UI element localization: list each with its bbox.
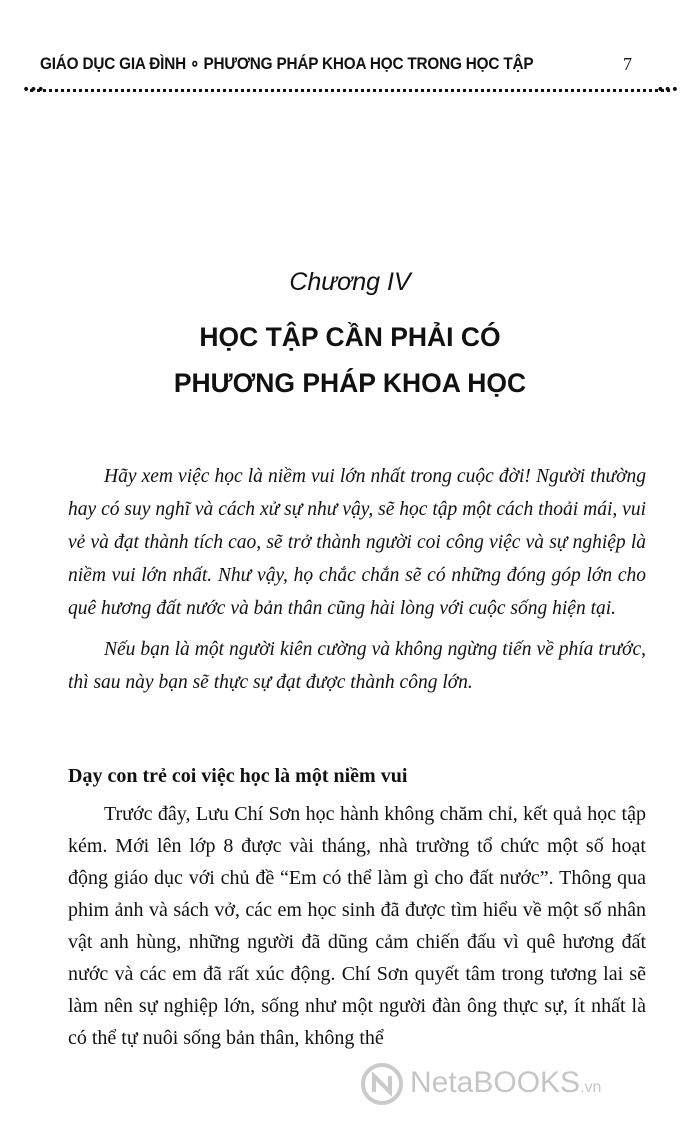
- rule-ornament-left: •••: [22, 82, 44, 98]
- chapter-title: [0, 314, 700, 406]
- chapter-epigraph: [68, 460, 646, 707]
- netabooks-logo-icon: [360, 1062, 404, 1106]
- body-text: [68, 798, 646, 1054]
- running-header: [38, 50, 662, 80]
- running-title: GIÁO DỤC GIA ĐÌNH ∘ PHƯƠNG PHÁP KHOA HỌC TRONG HỌC TẬP: [40, 54, 534, 73]
- watermark-suffix: .vn: [580, 1079, 602, 1096]
- chapter-title-line-1: HỌC TẬP CẦN PHẢI CÓ: [199, 322, 501, 352]
- watermark: [360, 1058, 690, 1108]
- body-paragraph: Trước đây, Lưu Chí Sơn học hành không chăm chỉ, kết quả học tập kém. Mới lên lớp 8 được vài tháng, nhà trường tổ chức một số hoạt động giáo dục với chủ đề “Em có thể làm gì cho đất nước”. Thông qua phim ảnh và sách vở, các em học sinh đã được tìm hiểu về một số nhân vật anh hùng, những người đã dũng cảm chiến đấu vì quê hương đất nước và các em đã rất xúc động. Chí Sơn quyết tâm trong tương lai sẽ làm nên sự nghiệp lớn, sống như một người đàn ông thực sự, ít nhất là có thể tự nuôi sống bản thân, không thể: [68, 803, 646, 1049]
- chapter-title-line-2: PHƯƠNG PHÁP KHOA HỌC: [173, 368, 527, 398]
- rule-ornament-right: •••: [656, 82, 678, 98]
- watermark-brand: NetaBOOKS: [410, 1066, 581, 1099]
- page-number: 7: [623, 54, 632, 74]
- chapter-label: Chương IV: [289, 268, 411, 296]
- epigraph-paragraph-1: Hãy xem việc học là niềm vui lớn nhất trong cuộc đời! Người thường hay có suy nghĩ và cách xử sự như vậy, sẽ học tập một cách thoải mái, vui vẻ và đạt thành tích cao, sẽ trở thành người coi công việc và sự nghiệp là niềm vui lớn nhất. Như vậy, họ chắc chắn sẽ có những đóng góp lớn cho quê hương đất nước và bản thân cũng hài lòng với cuộc sống hiện tại.: [68, 466, 646, 619]
- epigraph-paragraph-2: Nếu bạn là một người kiên cường và không ngừng tiến về phía trước, thì sau này bạn sẽ thực sự đạt được thành công lớn.: [68, 639, 646, 693]
- section-heading: Dạy con trẻ coi việc học là một niềm vui: [68, 765, 408, 787]
- watermark-text: [410, 1066, 601, 1100]
- header-divider: [30, 89, 670, 92]
